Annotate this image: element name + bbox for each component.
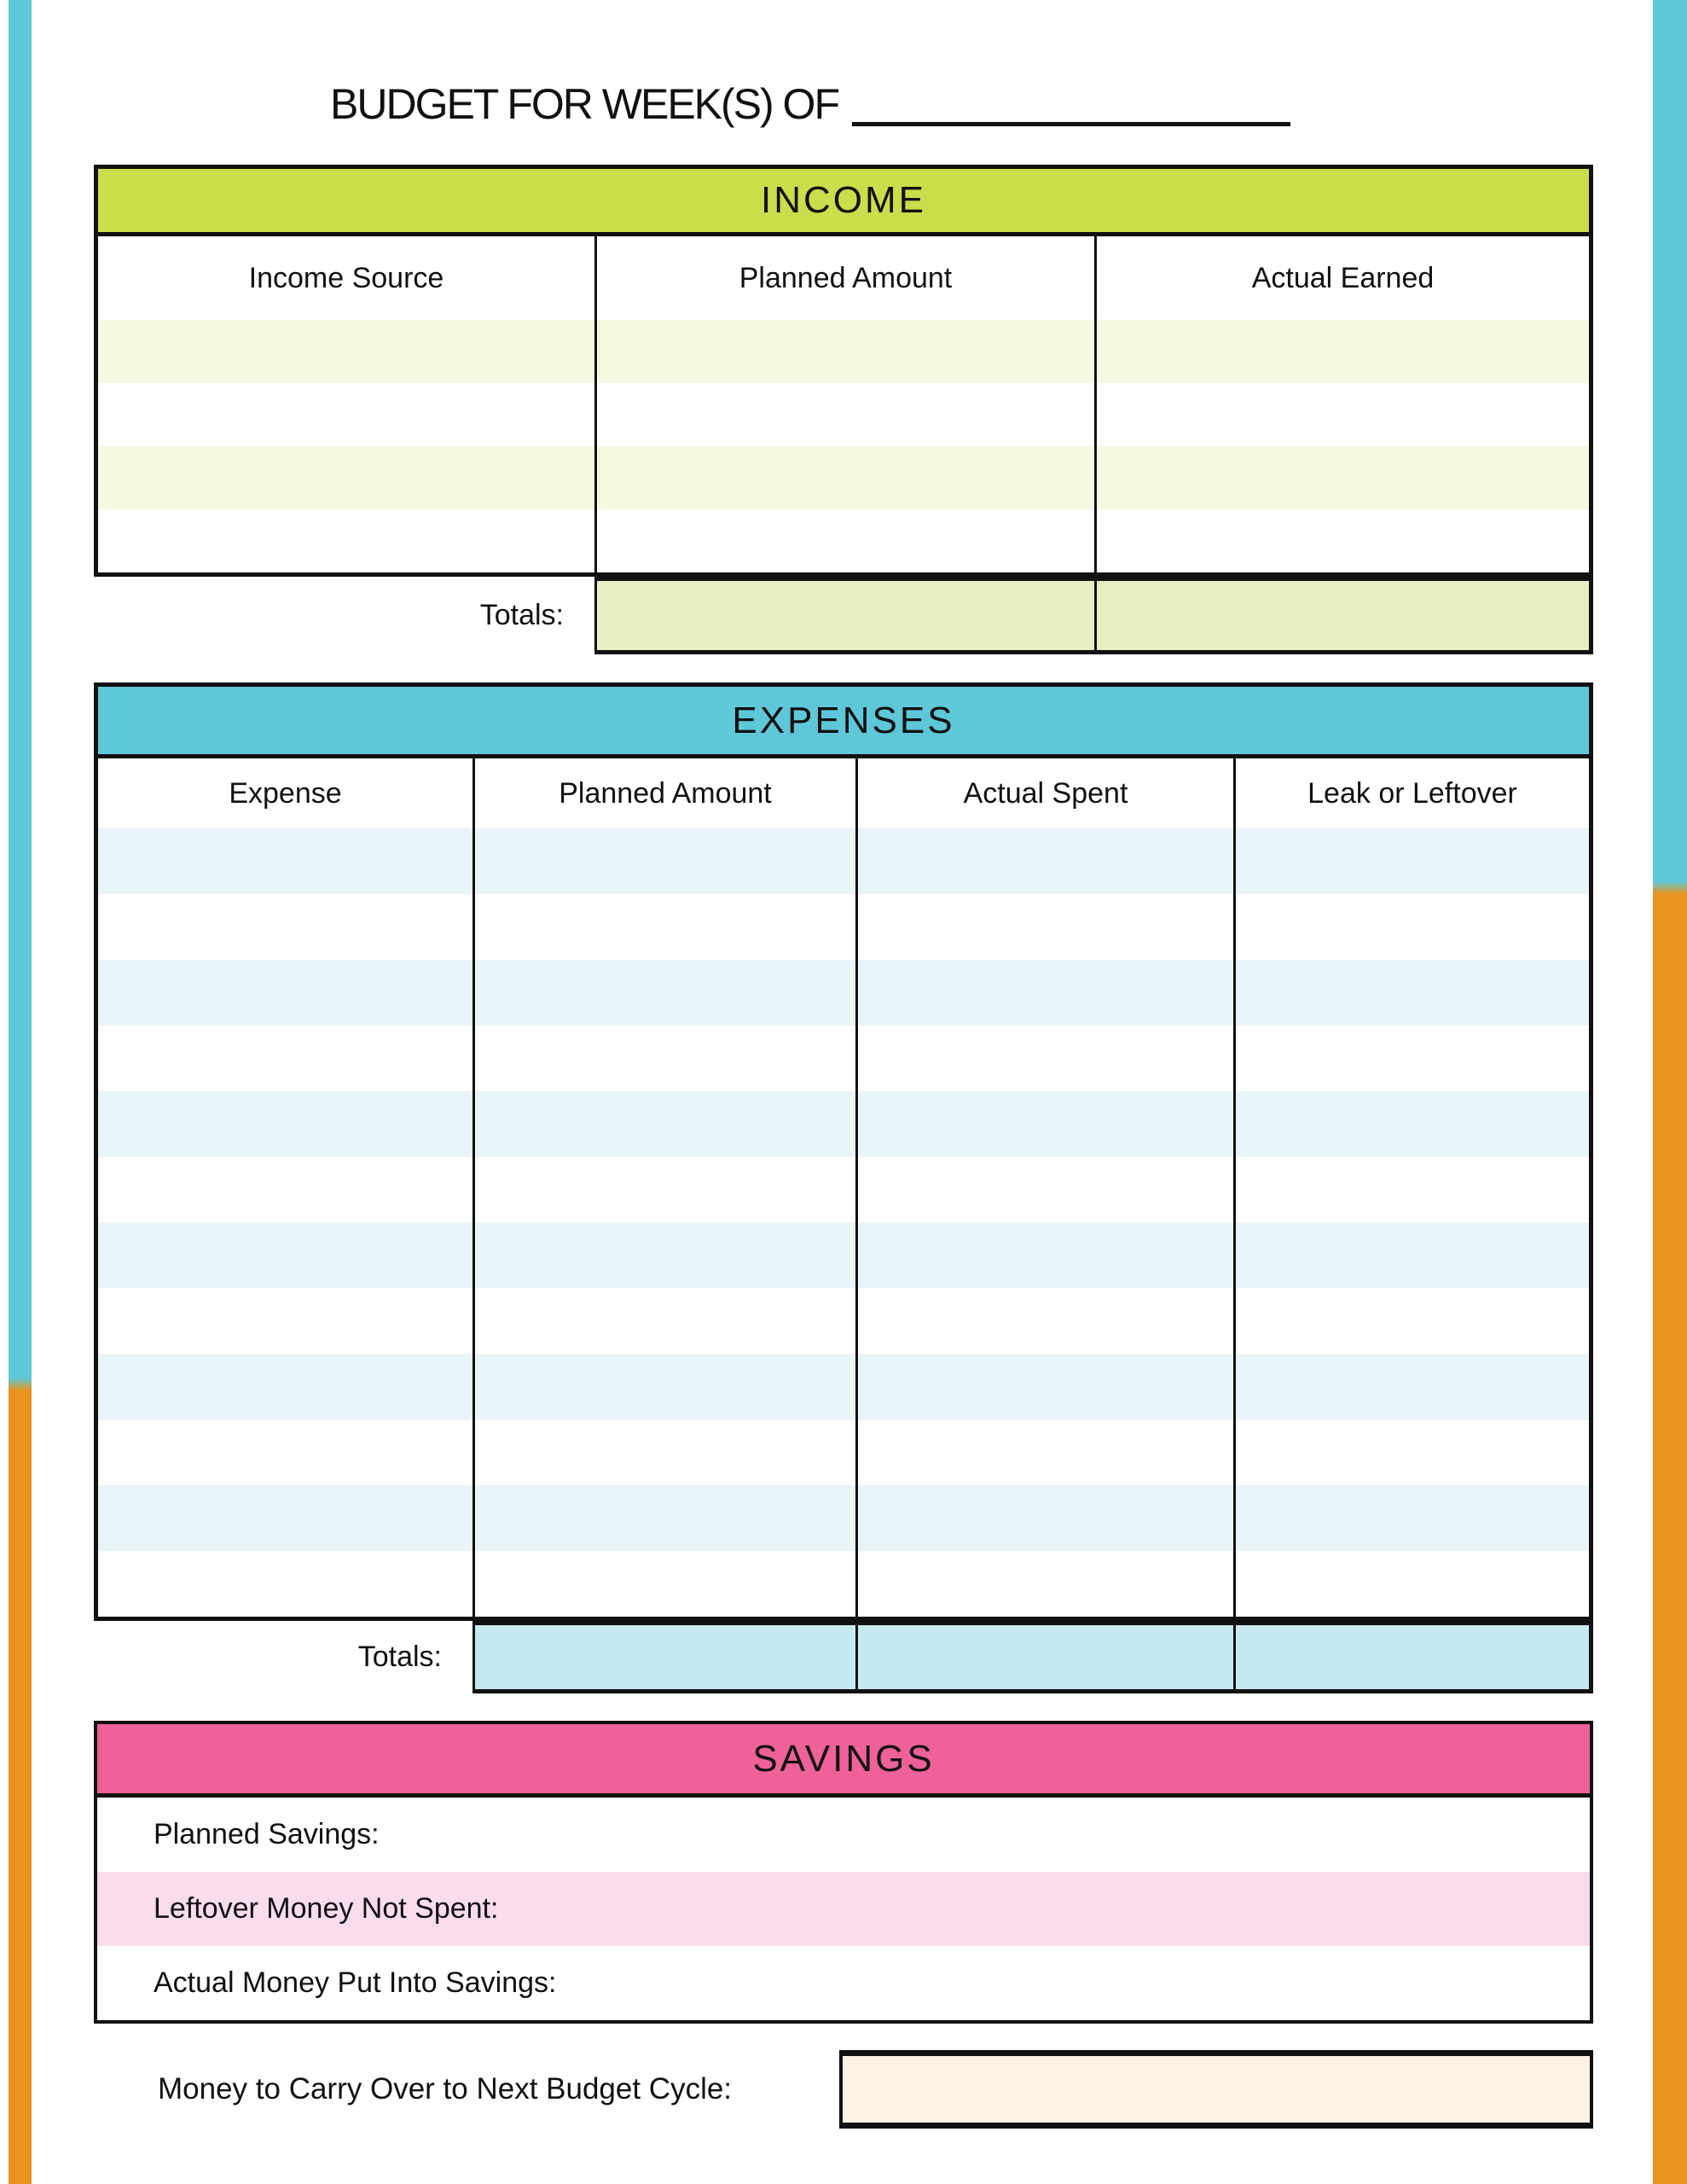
expense-total-cell[interactable] (475, 1625, 855, 1689)
left-edge-decoration (9, 0, 32, 2184)
expense-blank-cell[interactable] (472, 1354, 855, 1420)
right-edge-decoration (1653, 0, 1687, 2184)
expense-blank-cell[interactable] (855, 894, 1233, 960)
income-data-rows (98, 320, 1589, 572)
expense-blank-cell[interactable] (98, 1091, 472, 1157)
expense-blank-cell[interactable] (472, 1025, 855, 1091)
income-totals-cells (594, 577, 1593, 654)
income-column-header: Income Source (248, 261, 444, 294)
expense-blank-cell[interactable] (472, 1091, 855, 1157)
expense-row (98, 960, 1589, 1025)
income-column-header: Actual Earned (1094, 236, 1589, 320)
week-date-blank-line[interactable] (852, 92, 1290, 126)
expense-blank-cell[interactable] (855, 1091, 1233, 1157)
savings-row-label[interactable]: Actual Money Put Into Savings: (154, 1966, 557, 1999)
expense-blank-cell[interactable] (1233, 960, 1589, 1025)
income-section (94, 165, 1593, 577)
expense-total-cell[interactable] (855, 1625, 1233, 1689)
expenses-column-header: Actual Spent (855, 758, 1233, 828)
expense-blank-cell[interactable] (855, 1420, 1233, 1485)
expenses-totals-row (94, 1621, 1593, 1693)
expense-blank-cell[interactable] (855, 1485, 1233, 1551)
expense-blank-cell[interactable] (1233, 1091, 1589, 1157)
income-blank-cell[interactable] (98, 320, 594, 383)
expense-blank-cell[interactable] (1233, 1420, 1589, 1485)
expense-row (98, 894, 1589, 960)
expense-blank-cell[interactable] (855, 1354, 1233, 1420)
expense-total-cell[interactable] (1233, 1625, 1589, 1689)
income-blank-cell[interactable] (1094, 509, 1589, 572)
expense-blank-cell[interactable] (472, 960, 855, 1025)
expense-blank-cell[interactable] (472, 1551, 855, 1617)
expense-blank-cell[interactable] (1233, 1157, 1589, 1223)
expense-blank-cell[interactable] (98, 1551, 472, 1617)
expense-blank-cell[interactable] (855, 1025, 1233, 1091)
expense-blank-cell[interactable] (1233, 828, 1589, 894)
income-row (98, 320, 1589, 383)
income-blank-cell[interactable] (98, 509, 594, 572)
expense-row (98, 1157, 1589, 1223)
income-totals-row (94, 577, 1593, 654)
expense-row (98, 1485, 1589, 1551)
expense-blank-cell[interactable] (472, 1223, 855, 1288)
expense-blank-cell[interactable] (1233, 1354, 1589, 1420)
income-total-cell[interactable] (597, 581, 1094, 650)
savings-row-label[interactable]: Leftover Money Not Spent: (97, 1872, 1590, 1946)
expense-blank-cell[interactable] (1233, 1223, 1589, 1288)
income-blank-cell[interactable] (1094, 383, 1589, 446)
expense-row (98, 1354, 1589, 1420)
expense-blank-cell[interactable] (98, 1485, 472, 1551)
expense-row (98, 828, 1589, 894)
expense-row (98, 1420, 1589, 1485)
income-blank-cell[interactable] (594, 320, 1094, 383)
expense-blank-cell[interactable] (1233, 1025, 1589, 1091)
expense-blank-cell[interactable] (1233, 1288, 1589, 1354)
income-total-cell[interactable] (1094, 581, 1589, 650)
income-column-header-row (98, 236, 1589, 320)
expense-row (98, 1025, 1589, 1091)
expenses-section (94, 682, 1593, 1621)
expense-blank-cell[interactable] (98, 1025, 472, 1091)
expense-blank-cell[interactable] (855, 1551, 1233, 1617)
expenses-totals-cells (472, 1621, 1593, 1693)
income-blank-cell[interactable] (594, 446, 1094, 509)
expense-blank-cell[interactable] (1233, 1485, 1589, 1551)
expense-blank-cell[interactable] (98, 1223, 472, 1288)
income-blank-cell[interactable] (98, 383, 594, 446)
expense-blank-cell[interactable] (98, 1288, 472, 1354)
income-table (94, 236, 1593, 577)
page-title-text: BUDGET FOR WEEK(S) OF (330, 79, 838, 128)
expense-blank-cell[interactable] (855, 1157, 1233, 1223)
income-blank-cell[interactable] (594, 509, 1094, 572)
income-blank-cell[interactable] (1094, 446, 1589, 509)
income-blank-cell[interactable] (1094, 320, 1589, 383)
expense-blank-cell[interactable] (855, 1288, 1233, 1354)
expense-blank-cell[interactable] (98, 1354, 472, 1420)
expenses-column-header-row (98, 758, 1589, 828)
income-row (98, 509, 1589, 572)
expenses-section-header: EXPENSES (94, 682, 1593, 758)
savings-rows (97, 1798, 1590, 2020)
savings-section (94, 1721, 1593, 2024)
expense-blank-cell[interactable] (855, 828, 1233, 894)
expense-blank-cell[interactable] (472, 1420, 855, 1485)
expense-row (98, 1091, 1589, 1157)
expense-blank-cell[interactable] (98, 894, 472, 960)
expense-blank-cell[interactable] (855, 1223, 1233, 1288)
expense-blank-cell[interactable] (98, 1157, 472, 1223)
income-totals-label: Totals: (94, 577, 594, 654)
page-title (330, 77, 1290, 126)
income-blank-cell[interactable] (594, 383, 1094, 446)
expense-row (98, 1551, 1589, 1617)
income-section-header: INCOME (94, 165, 1593, 236)
expense-blank-cell[interactable] (472, 1288, 855, 1354)
expense-row (98, 1288, 1589, 1354)
savings-section-header: SAVINGS (97, 1724, 1590, 1798)
savings-row-label[interactable]: Planned Savings: (154, 1818, 380, 1850)
expense-blank-cell[interactable] (1233, 894, 1589, 960)
expense-blank-cell[interactable] (472, 1485, 855, 1551)
expense-blank-cell[interactable] (98, 1420, 472, 1485)
expenses-column-header: Expense (229, 776, 342, 810)
expense-blank-cell[interactable] (472, 1157, 855, 1223)
expenses-column-header: Planned Amount (472, 758, 855, 828)
income-row (98, 383, 1589, 446)
expenses-data-rows (98, 828, 1589, 1617)
expense-blank-cell[interactable] (855, 960, 1233, 1025)
expense-blank-cell[interactable] (472, 828, 855, 894)
income-row (98, 446, 1589, 509)
expenses-table (94, 758, 1593, 1621)
expense-blank-cell[interactable] (472, 894, 855, 960)
carry-over-label: Money to Carry Over to Next Budget Cycle: (158, 2072, 733, 2106)
carry-over-input-box[interactable] (839, 2050, 1593, 2129)
expense-blank-cell[interactable] (1233, 1551, 1589, 1617)
expenses-totals-label: Totals: (94, 1621, 472, 1693)
expense-row (98, 1223, 1589, 1288)
expenses-column-header: Leak or Leftover (1233, 758, 1589, 828)
expense-blank-cell[interactable] (98, 828, 472, 894)
expense-blank-cell[interactable] (98, 960, 472, 1025)
income-column-header: Planned Amount (594, 236, 1094, 320)
income-blank-cell[interactable] (98, 446, 594, 509)
